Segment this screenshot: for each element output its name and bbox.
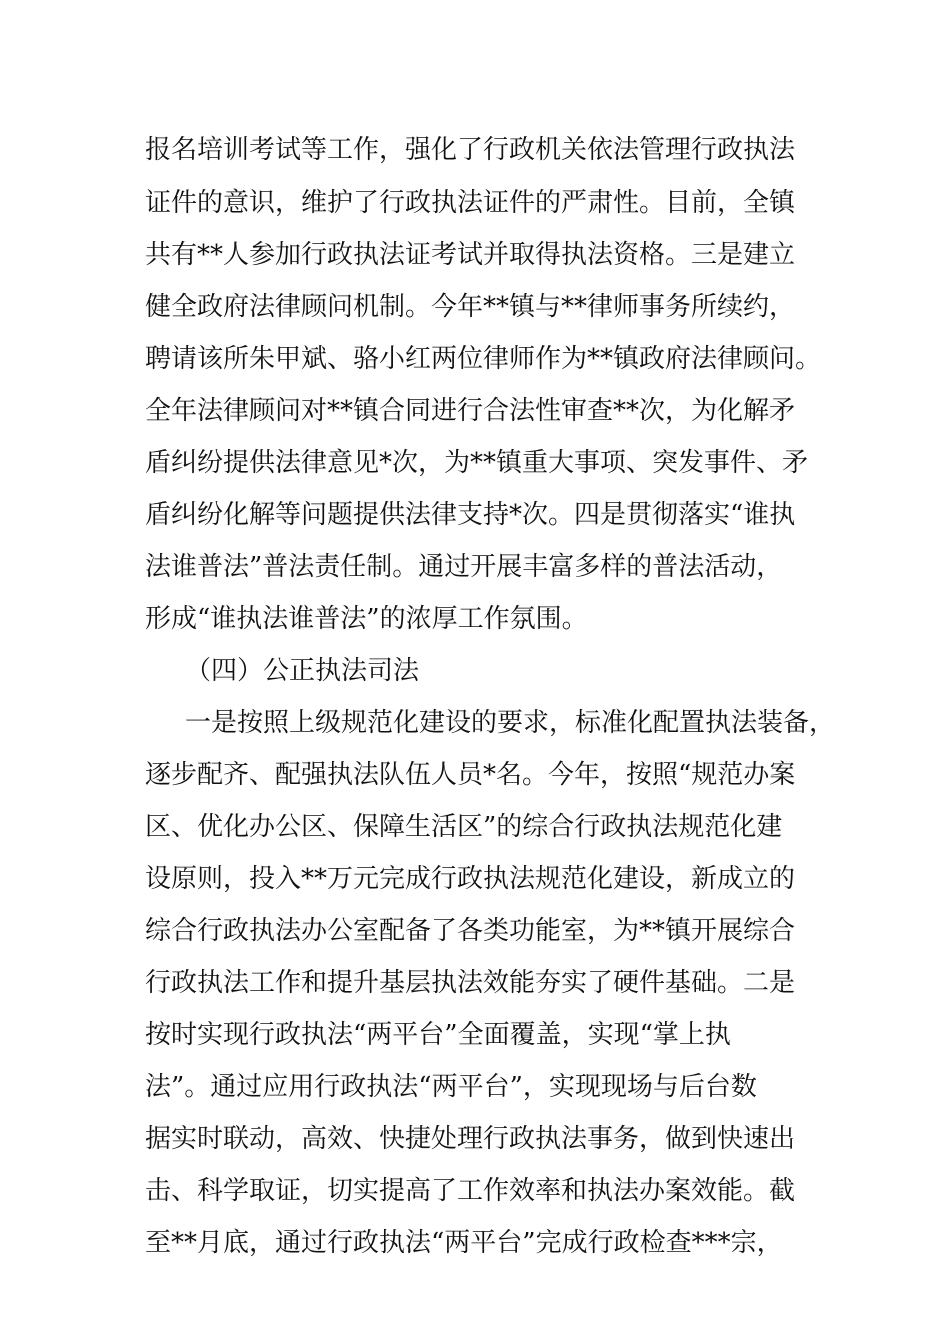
text-line: 盾纠纷提供法律意见*次，为**镇重大事项、突发事件、矛: [145, 448, 809, 478]
text-line: 全年法律顾问对**镇合同进行合法性审查**次，为化解矛: [145, 396, 796, 426]
paragraph-start-line: 一是按照上级规范化建设的要求，标准化配置执法装备，: [185, 708, 836, 738]
text-line: 共有**人参加行政执法证考试并取得执法资格。三是建立: [145, 240, 796, 270]
text-line: 证件的意识，维护了行政执法证件的严肃性。目前，全镇: [145, 188, 796, 218]
text-line: 法谁普法”普法责任制。通过开展丰富多样的普法活动，: [145, 552, 783, 582]
text-line: 法”。通过应用行政执法“两平台”，实现现场与后台数: [145, 1072, 757, 1102]
text-line: 区、优化办公区、保障生活区”的综合行政执法规范化建: [145, 812, 783, 842]
text-line: 击、科学取证，切实提高了工作效率和执法办案效能。截: [145, 1176, 796, 1206]
text-line: 综合行政执法办公室配备了各类功能室，为**镇开展综合: [145, 916, 796, 946]
text-line: 健全政府法律顾问机制。今年**镇与**律师事务所续约，: [145, 292, 796, 322]
text-line: 设原则，投入**万元完成行政执法规范化建设，新成立的: [145, 864, 796, 894]
text-line: 盾纠纷化解等问题提供法律支持*次。四是贯彻落实“谁执: [145, 500, 796, 530]
text-line: 至**月底，通过行政执法“两平台”完成行政检查***宗，: [145, 1228, 783, 1258]
text-line: 形成“谁执法谁普法”的浓厚工作氛围。: [145, 604, 588, 634]
text-line: 报名培训考试等工作，强化了行政机关依法管理行政执法: [145, 135, 796, 165]
text-line: 据实时联动，高效、快捷处理行政执法事务，做到快速出: [145, 1124, 796, 1154]
text-line: 聘请该所朱甲斌、骆小红两位律师作为**镇政府法律顾问。: [145, 344, 822, 374]
text-line: 按时实现行政执法“两平台”全面覆盖，实现“掌上执: [145, 1020, 731, 1050]
section-heading: （四）公正执法司法: [185, 656, 420, 686]
text-line: 行政执法工作和提升基层执法效能夯实了硬件基础。二是: [145, 968, 796, 998]
text-line: 逐步配齐、配强执法队伍人员*名。今年，按照“规范办案: [145, 760, 796, 790]
